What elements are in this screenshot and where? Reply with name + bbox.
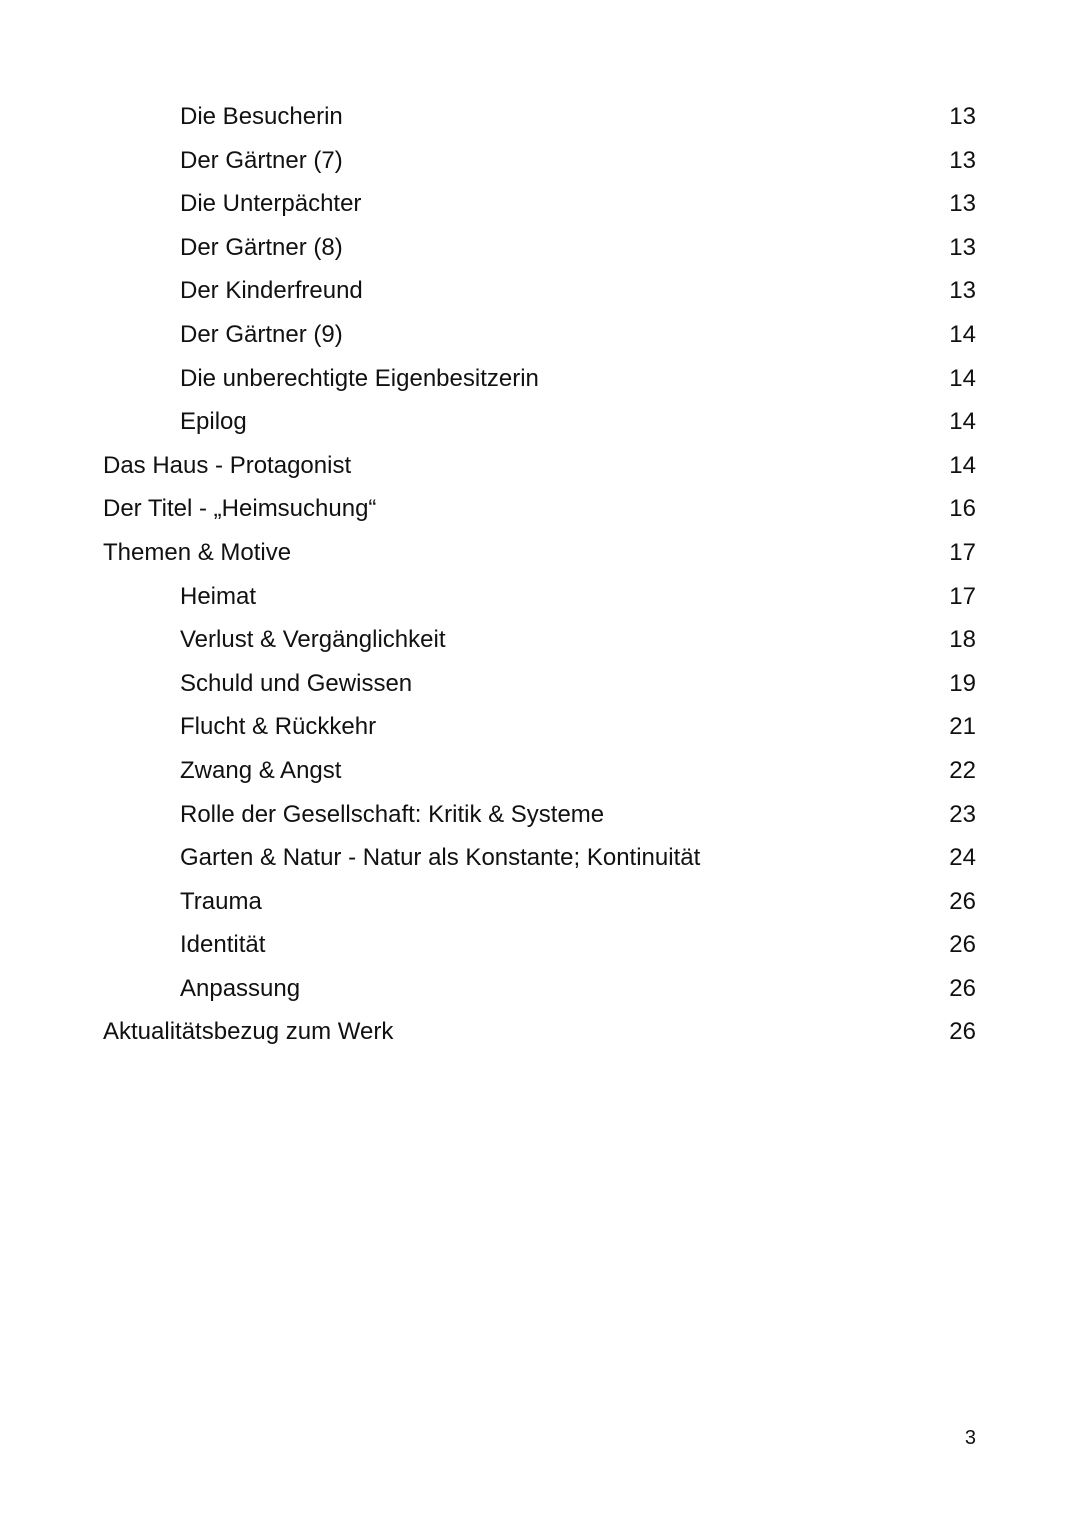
toc-entry[interactable] bbox=[0, 400, 1080, 444]
toc-entry-title: Anpassung bbox=[180, 974, 301, 1002]
toc-entry-page: 14 bbox=[949, 451, 976, 479]
table-of-contents bbox=[0, 95, 1080, 1054]
toc-entry-title: Verlust & Vergänglichkeit bbox=[180, 626, 446, 654]
toc-entry-page: 26 bbox=[949, 1018, 976, 1046]
toc-entry[interactable] bbox=[0, 575, 1080, 619]
toc-entry-title: Die unberechtigte Eigenbesitzerin bbox=[180, 364, 539, 392]
toc-entry[interactable] bbox=[0, 1010, 1080, 1054]
toc-entry-title: Aktualitätsbezug zum Werk bbox=[103, 1018, 394, 1046]
toc-entry-title: Heimat bbox=[180, 582, 257, 610]
toc-entry-page: 26 bbox=[949, 974, 976, 1002]
toc-entry-page: 24 bbox=[949, 844, 976, 872]
toc-entry[interactable] bbox=[0, 662, 1080, 706]
toc-entry-page: 19 bbox=[949, 669, 976, 697]
toc-entry-page: 22 bbox=[949, 756, 976, 784]
toc-entry-title: Das Haus - Protagonist bbox=[103, 451, 352, 479]
toc-entry-page: 16 bbox=[949, 495, 976, 523]
toc-entry-page: 17 bbox=[949, 582, 976, 610]
toc-entry-page: 14 bbox=[949, 408, 976, 436]
toc-entry-title: Epilog bbox=[180, 408, 247, 436]
toc-entry[interactable] bbox=[0, 967, 1080, 1011]
toc-entry-page: 26 bbox=[949, 931, 976, 959]
toc-entry-title: Die Unterpächter bbox=[180, 190, 362, 218]
toc-entry[interactable] bbox=[0, 357, 1080, 401]
toc-entry-page: 18 bbox=[949, 626, 976, 654]
toc-entry[interactable] bbox=[0, 705, 1080, 749]
toc-entry-title: Der Titel - „Heimsuchung“ bbox=[103, 495, 377, 523]
toc-entry-page: 26 bbox=[949, 887, 976, 915]
toc-entry-title: Der Kinderfreund bbox=[180, 277, 363, 305]
toc-entry-page: 13 bbox=[949, 233, 976, 261]
toc-entry-title: Schuld und Gewissen bbox=[180, 669, 413, 697]
toc-entry[interactable] bbox=[0, 923, 1080, 967]
toc-entry[interactable] bbox=[0, 313, 1080, 357]
toc-entry[interactable] bbox=[0, 836, 1080, 880]
toc-entry-title: Identität bbox=[180, 931, 266, 959]
toc-entry[interactable] bbox=[0, 487, 1080, 531]
toc-entry[interactable] bbox=[0, 618, 1080, 662]
toc-entry-page: 17 bbox=[949, 538, 976, 566]
toc-entry-page: 13 bbox=[949, 190, 976, 218]
toc-entry[interactable] bbox=[0, 880, 1080, 924]
toc-entry-title: Flucht & Rückkehr bbox=[180, 713, 377, 741]
toc-entry-title: Themen & Motive bbox=[103, 538, 292, 566]
toc-entry-page: 14 bbox=[949, 364, 976, 392]
toc-entry-title: Der Gärtner (9) bbox=[180, 320, 343, 348]
toc-entry[interactable] bbox=[0, 226, 1080, 270]
toc-entry[interactable] bbox=[0, 95, 1080, 139]
toc-entry[interactable] bbox=[0, 444, 1080, 488]
toc-entry-page: 13 bbox=[949, 103, 976, 130]
toc-entry-page: 21 bbox=[949, 713, 976, 741]
toc-entry-title: Garten & Natur - Natur als Konstante; Kontinuität bbox=[180, 844, 701, 872]
toc-entry[interactable] bbox=[0, 269, 1080, 313]
toc-entry-title: Zwang & Angst bbox=[180, 756, 342, 784]
toc-entry-page: 14 bbox=[949, 320, 976, 348]
toc-entry-title: Die Besucherin bbox=[180, 103, 343, 130]
toc-entry-title: Der Gärtner (8) bbox=[180, 233, 343, 261]
toc-entry-title: Der Gärtner (7) bbox=[180, 146, 343, 174]
toc-entry-title: Rolle der Gesellschaft: Kritik & Systeme bbox=[180, 800, 605, 828]
toc-entry[interactable] bbox=[0, 182, 1080, 226]
toc-entry[interactable] bbox=[0, 531, 1080, 575]
toc-entry-title: Trauma bbox=[180, 887, 262, 915]
toc-entry[interactable] bbox=[0, 793, 1080, 837]
toc-entry-page: 13 bbox=[949, 146, 976, 174]
toc-entry[interactable] bbox=[0, 139, 1080, 183]
toc-entry[interactable] bbox=[0, 749, 1080, 793]
toc-entry-page: 23 bbox=[949, 800, 976, 828]
page-number: 3 bbox=[964, 1427, 976, 1449]
toc-entry-page: 13 bbox=[949, 277, 976, 305]
